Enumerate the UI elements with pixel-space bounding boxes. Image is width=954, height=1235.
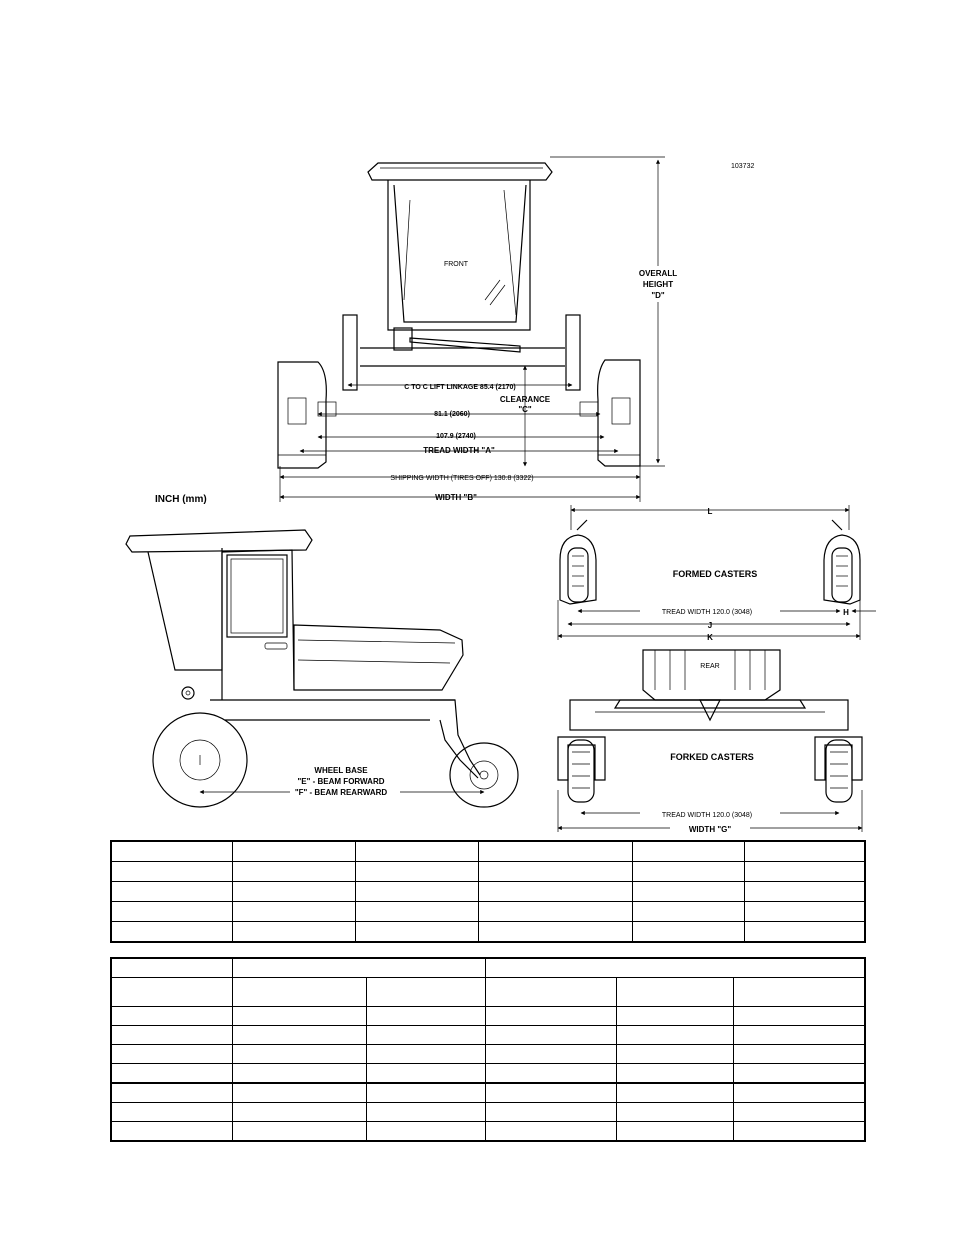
lift-linkage-dimension: C TO C LIFT LINKAGE 85.4 (2170) <box>404 384 516 391</box>
table-cell <box>733 1045 865 1064</box>
dimensions-table-1 <box>110 840 866 943</box>
table-cell <box>366 1083 485 1103</box>
table-row <box>111 902 865 922</box>
table-cell <box>232 1045 366 1064</box>
table-cell <box>485 1045 616 1064</box>
front-view <box>278 157 754 502</box>
table2-subheader-cell <box>733 978 865 1007</box>
table-cell <box>232 1122 366 1142</box>
table2-subheader-cell <box>485 978 616 1007</box>
forked-tread-width: TREAD WIDTH 120.0 (3048) <box>661 812 753 819</box>
width-b: WIDTH "B" <box>435 493 477 502</box>
formed-casters-view <box>558 505 876 642</box>
table-cell <box>744 841 865 862</box>
table-cell <box>632 922 744 943</box>
overall-height-line3: "D" <box>651 291 665 300</box>
table-row <box>111 1026 865 1045</box>
table-cell <box>632 902 744 922</box>
table-cell <box>111 1045 232 1064</box>
clearance-label-line2: "C" <box>518 405 532 414</box>
table-cell <box>744 922 865 943</box>
table-cell <box>485 1103 616 1122</box>
table-cell <box>111 1083 232 1103</box>
table-row <box>111 1064 865 1084</box>
clearance-label-line1: CLEARANCE <box>499 395 551 404</box>
table-cell <box>478 862 632 882</box>
table-cell <box>744 862 865 882</box>
table-row <box>111 922 865 943</box>
table-cell <box>733 1083 865 1103</box>
table-cell <box>485 1007 616 1026</box>
dimension-j: J <box>707 621 713 630</box>
table-cell <box>111 922 232 943</box>
table2-header-cell <box>111 958 232 978</box>
table-row <box>111 1103 865 1122</box>
table2-header-cell <box>485 958 865 978</box>
dimension-h: H <box>843 608 849 617</box>
table-cell <box>744 882 865 902</box>
table-cell <box>632 841 744 862</box>
tread-width-a: TREAD WIDTH "A" <box>423 446 495 455</box>
table-cell <box>485 1064 616 1084</box>
table-cell <box>366 1103 485 1122</box>
table-cell <box>616 1007 733 1026</box>
table-cell <box>366 1122 485 1142</box>
table-cell <box>733 1007 865 1026</box>
table-cell <box>355 841 478 862</box>
table-cell <box>485 1026 616 1045</box>
table-cell <box>355 922 478 943</box>
forked-casters-label: FORKED CASTERS <box>670 752 754 762</box>
wheel-base-label: WHEEL BASE <box>314 766 368 775</box>
table-cell <box>111 1007 232 1026</box>
table-cell <box>478 922 632 943</box>
forked-casters-view <box>558 650 862 834</box>
beam-rearward-label: "F" - BEAM REARWARD <box>294 788 388 797</box>
table-cell <box>111 862 232 882</box>
table-row <box>111 1045 865 1064</box>
rear-label: REAR <box>700 663 720 670</box>
formed-tread-width: TREAD WIDTH 120.0 (3048) <box>661 609 753 616</box>
dimension-1079: 107.9 (2740) <box>436 433 476 440</box>
table-cell <box>232 902 355 922</box>
table-cell <box>232 862 355 882</box>
figure-id: 103732 <box>731 163 755 170</box>
table-cell <box>478 882 632 902</box>
table-cell <box>366 1007 485 1026</box>
shipping-width: SHIPPING WIDTH (TIRES OFF) 130.8 (3322) <box>390 475 534 482</box>
table-cell <box>111 1064 232 1084</box>
table-cell <box>355 862 478 882</box>
front-label: FRONT <box>443 261 469 268</box>
table-row <box>111 1083 865 1103</box>
beam-forward-label: "E" - BEAM FORWARD <box>297 777 385 786</box>
table-cell <box>366 1045 485 1064</box>
table2-subheader-cell <box>111 978 232 1007</box>
table-cell <box>616 1064 733 1084</box>
table-cell <box>111 1026 232 1045</box>
table-cell <box>478 841 632 862</box>
overall-height-line1: OVERALL <box>638 269 678 278</box>
units-label: INCH (mm) <box>155 494 207 505</box>
table-cell <box>232 1103 366 1122</box>
table-cell <box>478 902 632 922</box>
table-row <box>111 862 865 882</box>
table-cell <box>366 1064 485 1084</box>
table-cell <box>111 902 232 922</box>
table-cell <box>744 902 865 922</box>
table-cell <box>616 1026 733 1045</box>
table-cell <box>355 882 478 902</box>
table-row <box>111 1122 865 1142</box>
table2-subheader-cell <box>232 978 366 1007</box>
table-cell <box>111 1122 232 1142</box>
table-cell <box>733 1026 865 1045</box>
table-cell <box>616 1103 733 1122</box>
table-row <box>111 841 865 862</box>
dimension-l: L <box>707 507 713 516</box>
table-cell <box>232 882 355 902</box>
table-cell <box>111 841 232 862</box>
table-row <box>111 1007 865 1026</box>
table-cell <box>355 902 478 922</box>
table-cell <box>632 882 744 902</box>
table-cell <box>616 1045 733 1064</box>
table-cell <box>632 862 744 882</box>
side-view <box>126 530 518 807</box>
width-g: WIDTH "G" <box>688 825 732 834</box>
table-cell <box>366 1026 485 1045</box>
table-row <box>111 882 865 902</box>
table-cell <box>232 922 355 943</box>
table-cell <box>485 1122 616 1142</box>
dimension-k: K <box>707 633 713 642</box>
table-cell <box>232 1007 366 1026</box>
table-cell <box>232 1064 366 1084</box>
table2-subheader-cell <box>366 978 485 1007</box>
table-cell <box>232 1083 366 1103</box>
table-cell <box>733 1103 865 1122</box>
dimension-811: 81.1 (2060) <box>434 411 470 418</box>
table-cell <box>733 1122 865 1142</box>
table-cell <box>111 1103 232 1122</box>
table-cell <box>616 1083 733 1103</box>
formed-casters-label: FORMED CASTERS <box>672 569 758 579</box>
table2-subheader-cell <box>616 978 733 1007</box>
table-cell <box>232 1026 366 1045</box>
overall-height-line2: HEIGHT <box>642 280 674 289</box>
table-cell <box>616 1122 733 1142</box>
table-cell <box>232 841 355 862</box>
table-cell <box>733 1064 865 1084</box>
table2-header-cell <box>232 958 485 978</box>
table-cell <box>485 1083 616 1103</box>
table-cell <box>111 882 232 902</box>
dimensions-table-2 <box>110 957 866 1142</box>
